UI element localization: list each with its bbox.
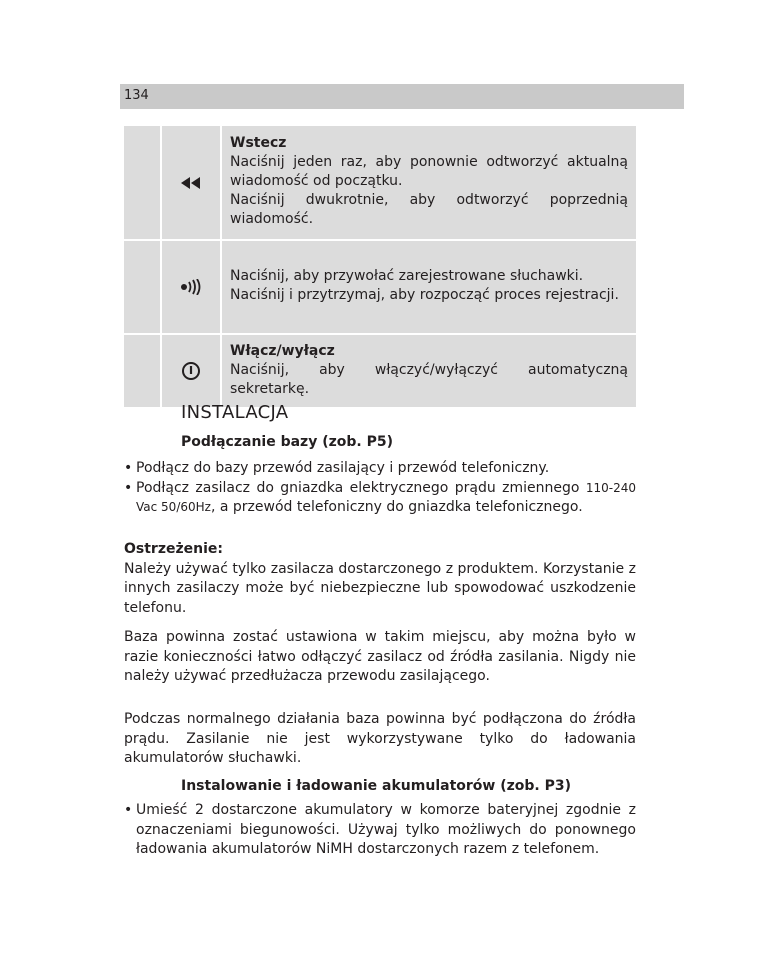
table-row bbox=[124, 240, 636, 334]
key-description-line: Naciśnij jeden raz, aby ponownie odtworzyć aktualną wiadomość od początku. bbox=[230, 154, 628, 189]
list-item bbox=[124, 479, 636, 518]
key-description-line: Naciśnij, aby przywołać zarejestrowane słuchawki. bbox=[230, 268, 584, 284]
placement-paragraph: Baza powinna zostać ustawiona w takim miejscu, aby można było w razie konieczności łatwo odłączyć zasilacz od źródła zasilania. Nigdy nie należy używać przedłużacza przewodu zasilającego. bbox=[124, 629, 636, 684]
subheading-connect-base: Podłączanie bazy (zob. P5) bbox=[181, 434, 393, 450]
page-header-bar bbox=[120, 84, 684, 109]
warning-text: Należy używać tylko zasilacza dostarczonego z produktem. Korzystanie z innych zasilaczy może być niebezpieczne lub spowodować uszkodzenie telefonu. bbox=[124, 560, 636, 616]
key-description bbox=[221, 126, 636, 240]
list-item-text: , a przewód telefoniczny do gniazdka telefonicznego. bbox=[210, 499, 583, 515]
key-title: Włącz/wyłącz bbox=[230, 342, 335, 359]
batteries-bullet-list bbox=[124, 801, 636, 860]
warning-block bbox=[124, 540, 636, 618]
rewind-icon bbox=[161, 126, 221, 240]
table-cell-blank bbox=[124, 126, 161, 240]
key-description bbox=[221, 334, 636, 408]
list-item bbox=[124, 801, 636, 860]
operation-paragraph: Podczas normalnego działania baza powinna być podłączona do źródła prądu. Zasilanie nie jest wykorzystywane tylko do ładowania akumulatorów słuchawki. bbox=[124, 711, 636, 766]
power-spec: 110-240 Vac 50/60Hz bbox=[136, 480, 636, 514]
table-cell-blank bbox=[124, 334, 161, 408]
page-number: 134 bbox=[124, 88, 149, 103]
section-title: INSTALACJA bbox=[181, 402, 289, 423]
key-description-line: Naciśnij i przytrzymaj, aby rozpocząć proces rejestracji. bbox=[230, 287, 619, 303]
key-description-line: Naciśnij dwukrotnie, aby odtworzyć poprzednią wiadomość. bbox=[230, 192, 628, 227]
list-item-text: Umieść 2 dostarczone akumulatory w komorze bateryjnej zgodnie z oznaczeniami biegunowości. Używaj tylko możliwych do ponownego ładowania akumulatorów NiMH dostarczonych razem z telefonem. bbox=[136, 802, 636, 857]
power-icon bbox=[161, 334, 221, 408]
key-description-line: Naciśnij, aby włączyć/wyłączyć automatyczną sekretarkę. bbox=[230, 361, 628, 397]
keys-table bbox=[124, 126, 636, 409]
subheading-batteries: Instalowanie i ładowanie akumulatorów (zob. P3) bbox=[181, 778, 571, 794]
table-cell-blank bbox=[124, 240, 161, 334]
list-item-text: Podłącz do bazy przewód zasilający i przewód telefoniczny. bbox=[136, 460, 550, 476]
key-description bbox=[221, 240, 636, 334]
key-title: Wstecz bbox=[230, 135, 287, 151]
page-handset-icon bbox=[161, 240, 221, 334]
table-row bbox=[124, 126, 636, 240]
list-item-text: Podłącz zasilacz do gniazdka elektrycznego prądu zmiennego bbox=[136, 479, 586, 496]
table-row bbox=[124, 334, 636, 408]
warning-title: Ostrzeżenie: bbox=[124, 541, 223, 557]
connect-bullet-list bbox=[124, 459, 636, 518]
list-item bbox=[124, 459, 636, 479]
